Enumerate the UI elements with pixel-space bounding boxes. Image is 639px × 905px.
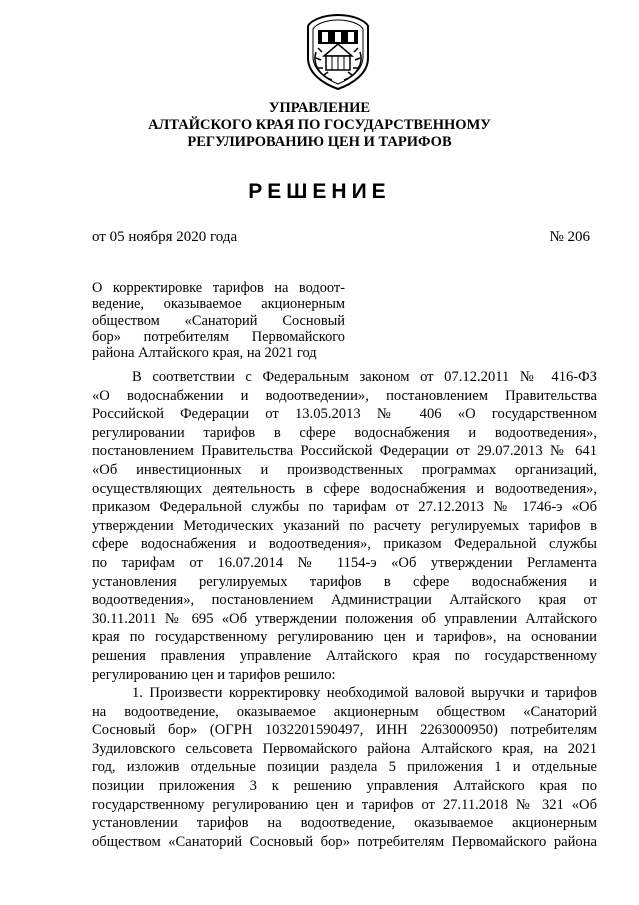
body-line: Зудиловского сельсовета Первомайского района Алтайского края, на 2021	[92, 740, 597, 757]
body-line: по тарифам от 16.07.2014 № 1154-э «Об утверждении Регламента	[92, 554, 597, 571]
body-line: приказом Федеральной службы по тарифам от 27.12.2013 № 1746-э «Об	[92, 499, 597, 516]
document-body	[92, 368, 597, 851]
org-line-1: УПРАВЛЕНИЕ	[268, 100, 371, 116]
body-line: позиции приложения 3 к решению управления Алтайского края по	[92, 778, 597, 795]
coat-of-arms-emblem	[302, 12, 374, 92]
body-line: края по государственному регулированию цен и тарифов», на основании	[92, 629, 597, 646]
subject-line: О корректировке тарифов на водоот-	[92, 280, 345, 296]
subject-line: бор» потребителям Первомайского	[92, 328, 345, 345]
subject-line: района Алтайского края, на 2021 год	[92, 345, 317, 362]
body-line: «Об инвестиционных и производственных программах организаций,	[92, 461, 597, 478]
body-line: год, изложив отдельные позиции раздела 5 приложения 1 и отдельные	[92, 759, 597, 776]
body-line: обществом «Санаторий Сосновый бор» потребителям Первомайского района	[92, 833, 597, 850]
body-line: «О водоснабжении и водоотведении», постановлением Правительства	[92, 387, 597, 404]
org-line-3: РЕГУЛИРОВАНИЮ ЦЕН И ТАРИФОВ	[187, 134, 452, 150]
body-line: осуществляющих деятельность в сфере водоснабжения и водоотведения»,	[92, 480, 597, 497]
body-line: установления регулируемых тарифов в сфере водоснабжения и	[92, 573, 597, 590]
document-number: № 206	[549, 229, 590, 245]
body-line: 1. Произвести корректировку необходимой валовой выручки и тарифов	[132, 685, 597, 702]
body-line: установлении тарифов на водоотведение, оказываемое акционерным	[92, 815, 597, 832]
body-line: регулировании тарифов в сфере водоснабжения и водоотведения»,	[92, 424, 597, 441]
document-subject	[92, 280, 345, 361]
organization-name	[0, 100, 639, 151]
body-line: государственному регулированию цен и тарифов от 27.11.2018 № 321 «Об	[92, 796, 597, 813]
body-line: Сосновый бор» (ОГРН 1032201590497, ИНН 2263000950) потребителям	[92, 722, 597, 739]
body-line: утверждении Методических указаний по расчету регулируемых тарифов в	[92, 517, 597, 534]
body-line: водоотведения», постановлением Администрации Алтайского края от	[92, 592, 597, 609]
document-date: от 05 ноября 2020 года	[92, 229, 238, 245]
document-title: РЕШЕНИЕ	[248, 180, 391, 203]
body-line: сфере водоснабжения и водоотведения», приказом Федеральной службы	[92, 536, 597, 553]
org-line-2: АЛТАЙСКОГО КРАЯ ПО ГОСУДАРСТВЕННОМУ	[148, 117, 491, 133]
body-line: В соответствии с Федеральным законом от 07.12.2011 № 416-ФЗ	[132, 369, 597, 385]
body-line: Российской Федерации от 13.05.2013 № 406 «О государственном	[92, 406, 597, 423]
subject-line: ведение, оказываемое акционерным	[92, 296, 345, 313]
body-line: на водоотведение, оказываемое акционерным обществом «Санаторий	[92, 703, 597, 720]
body-line: регулированию цен и тарифов решило:	[92, 666, 336, 683]
body-line: 30.11.2011 № 695 «Об утверждении положения об управлении Алтайского	[92, 610, 597, 627]
subject-line: обществом «Санаторий Сосновый	[92, 312, 345, 329]
body-line: решения правления управление Алтайского края по государственному	[92, 647, 597, 664]
body-line: постановлением Правительства Российской Федерации от 29.07.2013 № 641	[92, 443, 597, 460]
